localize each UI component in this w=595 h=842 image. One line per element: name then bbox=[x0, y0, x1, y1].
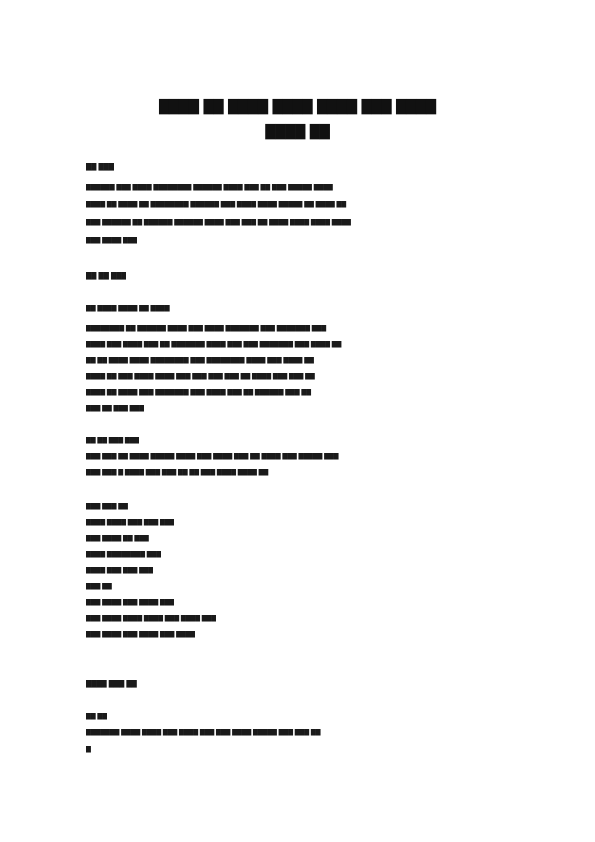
subsection1-heading: ██ ████ ████ ██ ████ bbox=[86, 305, 170, 312]
intro-line: ███ ██████ ██ ██████ ██████ ████ ███ ███ ██ ████ ████ ████ ████ bbox=[86, 219, 351, 226]
paragraph2-line: ███ ███ █ ████ ███ ███ ██ ██ ███ ████ ████ ██ bbox=[86, 469, 269, 476]
list-item: ███ ██ bbox=[86, 583, 112, 590]
document-title-line1: ████ ██ ████ ████ ████ ███ ████ bbox=[158, 100, 437, 115]
paragraph1-line: ██ ██ ████ ████ ████████ ███ ████████ ████ ███ ████ ██ bbox=[86, 357, 314, 364]
list-item: ████ ████████ ███ bbox=[86, 551, 161, 558]
intro-line: ████ ██ ████ ██ ████████ ██████ ███ ████ ████ █████ ██ ████ ██ bbox=[86, 201, 346, 208]
list-item: ████ ███ ███ ███ bbox=[86, 567, 154, 574]
paragraph3-line: ███████ ████ ████ ███ ████ ███ ███ ████ █████ ███ ███ ██ bbox=[86, 729, 321, 736]
section2-heading: ██ ██ ███ bbox=[86, 272, 127, 280]
subsection3-heading: ██ ██ bbox=[86, 713, 107, 720]
list-item: ████ ████ ███ ███ ███ bbox=[86, 519, 175, 526]
paragraph1-line: ████ ██ ███ ████ ████ ███ ███ ███ ███ ██ ████ ███ ███ ██ bbox=[86, 373, 315, 380]
document-title-line2: ████ ██ bbox=[265, 125, 330, 140]
paragraph1-line: ███ ██ ███ ███ bbox=[86, 405, 144, 412]
paragraph3-line: █ bbox=[86, 746, 91, 753]
list-item: ███ ████ ███ ████ ███ bbox=[86, 599, 175, 606]
intro-line: ███ ████ ███ bbox=[86, 237, 138, 244]
section1-heading: ██ ███ bbox=[86, 163, 114, 171]
paragraph1-line: ████████ ██ ██████ ████ ███ ████ ███████ ███ ███████ ███ bbox=[86, 325, 327, 332]
list-heading: ███ ███ ██ bbox=[86, 503, 128, 510]
paragraph2-line: ███ ███ ██ ████ █████ ████ ███ ████ ███ ██ ████ ███ █████ ███ bbox=[86, 453, 339, 460]
section3-heading: ████ ███ ██ bbox=[86, 680, 137, 688]
subsection2-heading: ██ ██ ███ ███ bbox=[86, 437, 140, 444]
list-item: ███ ████ ██ ███ bbox=[86, 535, 149, 542]
list-item: ███ ████ ████ ████ ███ ████ ███ bbox=[86, 615, 216, 622]
paragraph1-line: ████ ██ ████ ███ ███████ ███ ████ ███ ██ ██████ ███ ██ bbox=[86, 389, 311, 396]
paragraph1-line: ████ ███ ████ ███ ██ ███████ ████ ███ ███ ███████ ███ ████ ██ bbox=[86, 341, 342, 348]
intro-line: ██████ ███ ████ ████████ ██████ ████ ███ ██ ███ █████ ████ bbox=[86, 184, 333, 191]
list-item: ███ ████ ███ ████ ███ ████ bbox=[86, 631, 196, 638]
